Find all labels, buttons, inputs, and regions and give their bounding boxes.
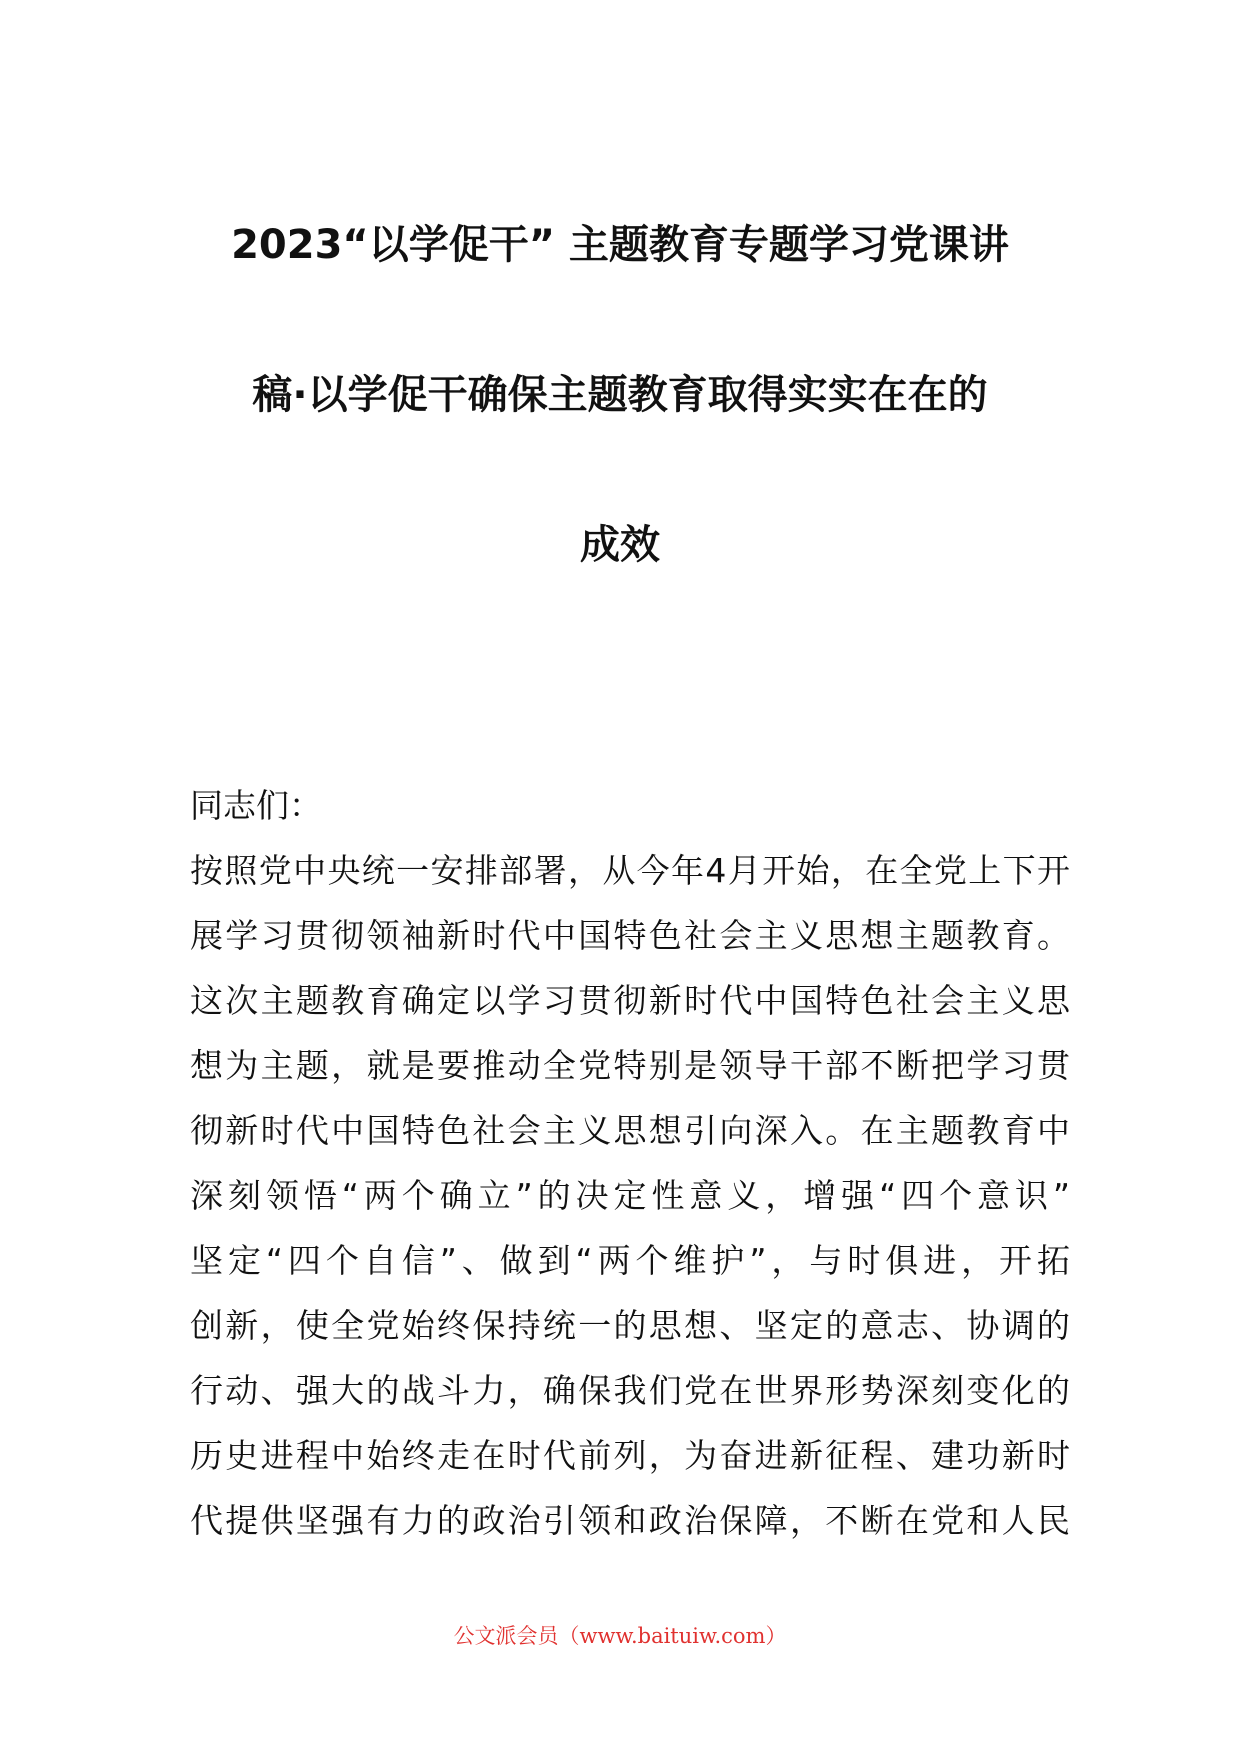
body-line-9: 行动、强大的战斗力，确保我们党在世界形势深刻变化的 <box>190 1371 1070 1410</box>
body-line-7: 坚定“四个自信”、做到“两个维护”，与时俱进，开拓 <box>190 1241 1070 1280</box>
title-line-1: 2023“以学促干” 主题教育专题学习党课讲 <box>231 222 1009 268</box>
title-line-2: 稿·以学促干确保主题教育取得实实在在的 <box>252 372 988 418</box>
body-line-2: 展学习贯彻领袖新时代中国特色社会主义思想主题教育。 <box>190 916 1070 955</box>
body-line-8: 创新，使全党始终保持统一的思想、坚定的意志、协调的 <box>190 1306 1070 1345</box>
footer-watermark-link[interactable]: 公文派会员（www.baituiw.com） <box>453 1624 787 1648</box>
body-line-11: 代提供坚强有力的政治引领和政治保障，不断在党和人民 <box>190 1501 1070 1540</box>
body-line-4: 想为主题，就是要推动全党特别是领导干部不断把学习贯 <box>190 1046 1070 1085</box>
body-line-6: 深刻领悟“两个确立”的决定性意义，增强“四个意识” <box>190 1176 1070 1215</box>
body-line-10: 历史进程中始终走在时代前列，为奋进新征程、建功新时 <box>190 1436 1070 1475</box>
document-body <box>190 773 1070 1553</box>
body-line-5: 彻新时代中国特色社会主义思想引向深入。在主题教育中 <box>190 1111 1070 1150</box>
salutation: 同志们： <box>190 786 322 825</box>
document-title <box>180 170 1060 620</box>
title-line-3: 成效 <box>580 522 660 568</box>
body-line-3: 这次主题教育确定以学习贯彻新时代中国特色社会主义思 <box>190 981 1070 1020</box>
body-line-1: 按照党中央统一安排部署，从今年4月开始，在全党上下开 <box>190 851 1070 890</box>
